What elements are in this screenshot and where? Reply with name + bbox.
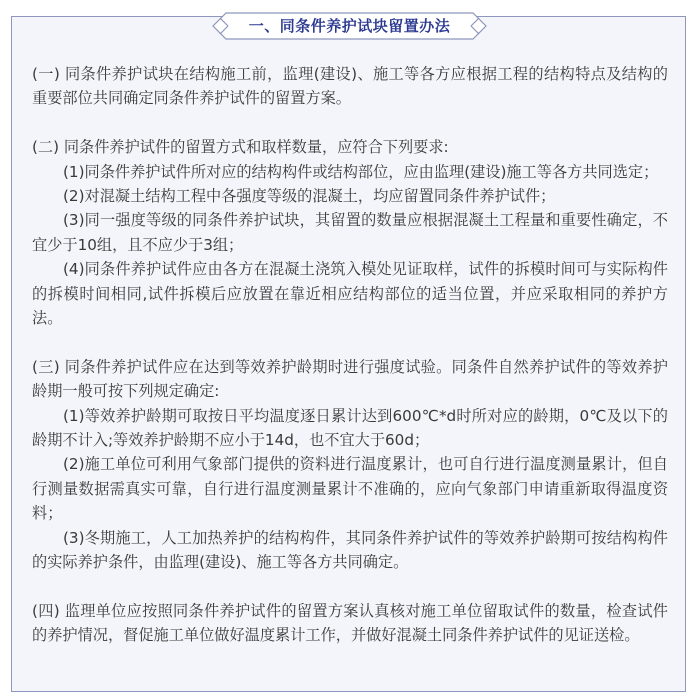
section-3-item: (1)等效养护龄期可取按日平均温度逐日累计达到600℃*d时所对应的龄期，0℃及以下的龄期不计入;等效养护龄期不应小于14d，也不宜大于60d； xyxy=(32,406,668,450)
section-title-banner xyxy=(212,12,487,40)
section-3-heading: (三) 同条件养护试件应在达到等效养护龄期时进行强度试验。同条件自然养护试件的等效养护龄期一般可按下列规定确定: xyxy=(32,357,668,401)
section-2-heading: (二) 同条件养护试件的留置方式和取样数量，应符合下列要求: xyxy=(32,138,449,157)
section-2-item: (4)同条件养护试件应由各方在混凝土浇筑入模处见证取样，试件的拆模时间可与实际构件的拆模时间相同,试件拆模后应放置在靠近相应结构部位的适当位置，并应采取相同的养护方法。 xyxy=(32,260,668,328)
article-body xyxy=(32,62,668,648)
section-4-text: (四) 监理单位应按照同条件养护试件的留置方案认真核对施工单位留取试件的数量，检查试件的养护情况，督促施工单位做好温度累计工作，并做好混凝土同条件养护试件的见证送检。 xyxy=(32,601,668,645)
section-2-item: (1)同条件养护试件所对应的结构构件或结构部位，应由监理(建设)施工等各方共同选定； xyxy=(63,162,659,181)
section-title: 一、同条件养护试块留置办法 xyxy=(248,17,451,35)
section-2-item: (3)同一强度等级的同条件养护试块，其留置的数量应根据混凝土工程量和重要性确定，不宜少于10组，且不应少于3组； xyxy=(32,211,668,254)
section-2-item: (2)对混凝土结构工程中各强度等级的混凝土，均应留置同条件养护试件； xyxy=(63,187,556,206)
section-1-text: (一) 同条件养护试块在结构施工前，监理(建设)、施工等各方应根据工程的结构特点及结构的重要部位共同确定同条件养护试件的留置方案。 xyxy=(32,65,668,108)
section-3-item: (3)冬期施工，人工加热养护的结构构件，其同条件养护试件的等效养护龄期可按结构构件的实际养护条件，由监理(建设)、施工等各方共同确定。 xyxy=(32,528,668,572)
section-3-item: (2)施工单位可利用气象部门提供的资料进行温度累计，也可自行进行温度测量累计，但自行测量数据需真实可靠，自行进行温度测量累计不准确的，应向气象部门申请重新取得温度资料； xyxy=(32,455,668,523)
